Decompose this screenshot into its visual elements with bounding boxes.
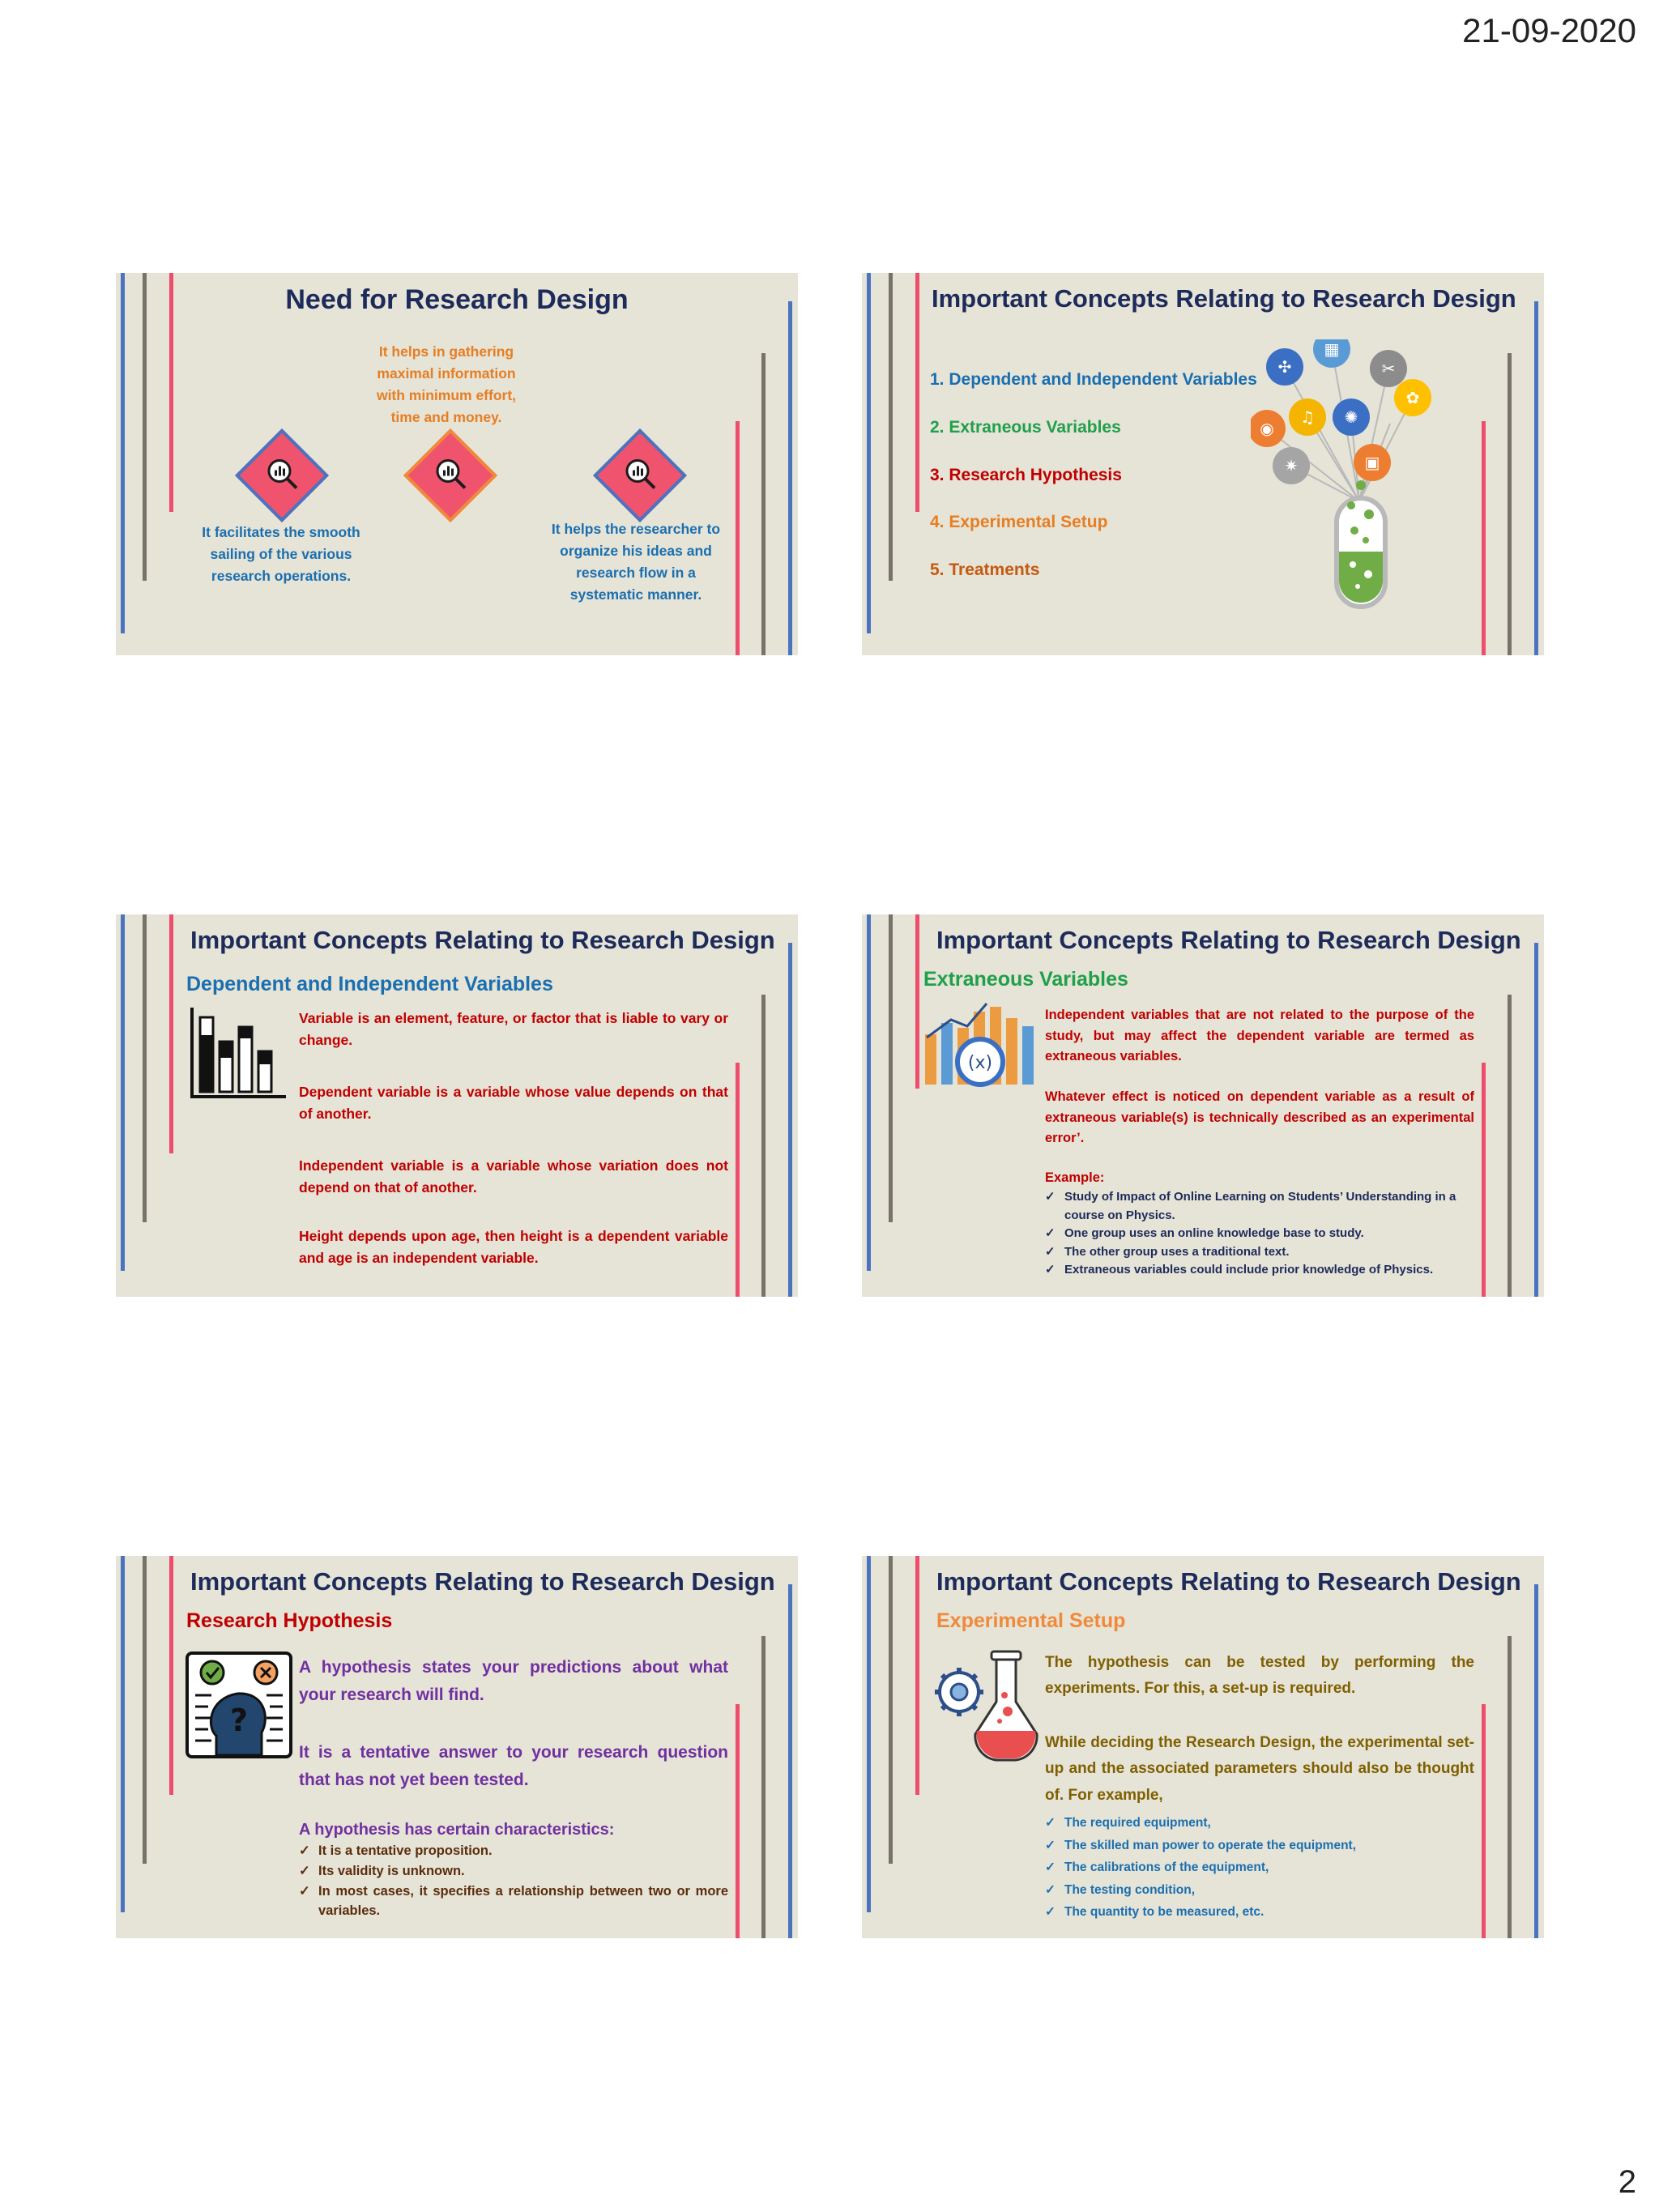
slide-research-hypothesis <box>116 1556 798 1938</box>
magnifier-chart-icon <box>622 456 658 492</box>
accent-bar <box>915 1556 919 1795</box>
slide-title: Important Concepts Relating to Research Design <box>190 1567 775 1596</box>
checkmark-icon: ✓ <box>299 1863 310 1878</box>
concept-item-1: 1. Dependent and Independent Variables <box>930 370 1257 389</box>
magnifier-chart-icon <box>264 456 300 492</box>
extraneous-definition: Independent variables that are not related to the purpose of the study, but may affect the dependent variable are termed as extraneous variables. <box>1045 1008 1474 1064</box>
svg-text:✣: ✣ <box>1277 357 1292 377</box>
slide-title: Important Concepts Relating to Research Design <box>936 1567 1521 1596</box>
concept-item-3: 3. Research Hypothesis <box>930 466 1122 484</box>
accent-bar <box>889 273 893 581</box>
accent-bar <box>736 1063 740 1297</box>
accent-bar <box>1534 301 1538 655</box>
list-item: ✓ The quantity to be measured, etc. <box>1045 1901 1474 1924</box>
concept-item-4: 4. Experimental Setup <box>930 513 1108 531</box>
checkmark-icon: ✓ <box>1045 1882 1056 1897</box>
analysis-diamond-left <box>235 428 329 522</box>
concept-item-2: 2. Extraneous Variables <box>930 418 1121 437</box>
accent-bar <box>915 914 919 1089</box>
accent-bar <box>143 914 147 1222</box>
svg-text:▣: ▣ <box>1364 453 1380 472</box>
accent-bar <box>867 273 871 633</box>
checkmark-icon: ✓ <box>1045 1905 1056 1920</box>
accent-bar <box>1508 353 1512 655</box>
test-tube-science-icon <box>1251 339 1469 615</box>
accent-bar <box>788 1584 792 1938</box>
svg-text:✿: ✿ <box>1405 388 1420 407</box>
list-item: ✓ Extraneous variables could include prior knowledge of Physics. <box>1045 1261 1474 1280</box>
independent-variable-definition: Independent variable is a variable whose variation does not depend on that of another. <box>299 1157 728 1196</box>
magnifier-chart-icon <box>433 456 468 492</box>
variable-example: Height depends upon age, then height is a dependent variable and age is an independent variable. <box>299 1228 728 1267</box>
list-item: ✓ The skilled man power to operate the equipment, <box>1045 1835 1474 1857</box>
accent-bar <box>736 421 740 655</box>
accent-bar <box>169 1556 173 1795</box>
list-item: ✓ It is a tentative proposition. <box>299 1841 728 1861</box>
slide-important-concepts-overview <box>862 273 1544 655</box>
bar-chart-icon <box>189 1006 288 1102</box>
setup-items-list <box>1045 1812 1474 1924</box>
slide-experimental-setup <box>862 1556 1544 1938</box>
setup-parameters-text: While deciding the Research Design, the experimental set-up and the associated parameters should also be thought of. For example, <box>1045 1734 1474 1804</box>
page-date: 21-09-2020 <box>1462 11 1636 49</box>
list-item: ✓ The calibrations of the equipment, <box>1045 1856 1474 1879</box>
accent-bar <box>867 914 871 1271</box>
accent-bar <box>1482 1704 1486 1938</box>
accent-bar <box>169 914 173 1153</box>
slide-title: Important Concepts Relating to Research Design <box>190 926 775 954</box>
checkmark-icon: ✓ <box>1045 1838 1056 1852</box>
list-item: ✓ Its validity is unknown. <box>299 1861 728 1882</box>
accent-bar <box>121 1556 125 1912</box>
benefit-text-top: It helps in gathering maximal information with minimum effort, time and money. <box>376 343 517 426</box>
setup-intro-text: The hypothesis can be tested by performing the experiments. For this, a set-up is required. <box>1045 1654 1474 1698</box>
accent-bar <box>1534 943 1538 1297</box>
accent-bar <box>1508 995 1512 1297</box>
slide-title: Important Concepts Relating to Research Design <box>936 926 1521 954</box>
svg-text:✂: ✂ <box>1381 359 1396 378</box>
accent-bar <box>121 914 125 1271</box>
svg-text:(x): (x) <box>967 1053 993 1073</box>
accent-bar <box>915 273 919 512</box>
accent-bar <box>1482 1063 1486 1297</box>
list-item: ✓ In most cases, it specifies a relationship between two or more variables. <box>299 1882 728 1922</box>
slide-extraneous-variables <box>862 914 1544 1297</box>
list-item: ✓ The required equipment, <box>1045 1812 1474 1835</box>
checkmark-icon: ✓ <box>1045 1816 1056 1830</box>
slide-subtitle: Dependent and Independent Variables <box>186 973 553 995</box>
accent-bar <box>1508 1636 1512 1938</box>
accent-bar <box>867 1556 871 1912</box>
checkmark-icon: ✓ <box>1045 1263 1056 1276</box>
slide-need-for-research-design <box>116 273 798 655</box>
accent-bar <box>889 1556 893 1864</box>
slide-subtitle: Experimental Setup <box>936 1609 1126 1632</box>
example-list <box>1045 1188 1474 1280</box>
flask-gear-icon <box>930 1650 1043 1763</box>
accent-bar <box>143 273 147 581</box>
concept-item-5: 5. Treatments <box>930 560 1040 579</box>
slide-dependent-independent-variables <box>116 914 798 1297</box>
svg-text:♫: ♫ <box>1300 407 1315 427</box>
slide-subtitle: Extraneous Variables <box>923 968 1128 991</box>
accent-bar <box>788 943 792 1297</box>
accent-bar <box>788 301 792 655</box>
slide-subtitle: Research Hypothesis <box>186 1609 393 1632</box>
checkmark-icon: ✓ <box>1045 1226 1056 1240</box>
analysis-diamond-center <box>403 428 497 522</box>
svg-text:◉: ◉ <box>1260 419 1274 438</box>
accent-bar <box>143 1556 147 1864</box>
checkmark-icon: ✓ <box>1045 1860 1056 1875</box>
accent-bar <box>121 273 125 633</box>
slide-title: Important Concepts Relating to Research Design <box>932 284 1516 313</box>
svg-text:✺: ✺ <box>1344 407 1358 427</box>
example-label: Example: <box>1045 1170 1105 1185</box>
analysis-diamond-right <box>593 428 687 522</box>
checkmark-icon: ✓ <box>1045 1244 1056 1259</box>
benefit-text-right: It helps the researcher to organize his ideas and research flow in a systematic manner. <box>551 521 721 603</box>
accent-bar <box>761 353 766 655</box>
benefit-text-left: It facilitates the smooth sailing of the various research operations. <box>202 524 360 585</box>
accent-bar <box>889 914 893 1222</box>
accent-bar <box>1482 421 1486 655</box>
accent-bar <box>761 1636 766 1938</box>
svg-text:?: ? <box>229 1703 249 1738</box>
dependent-variable-definition: Dependent variable is a variable whose value depends on that of another. <box>299 1084 728 1123</box>
checkmark-icon: ✓ <box>1045 1190 1056 1204</box>
list-item: ✓ The testing condition, <box>1045 1879 1474 1902</box>
function-chart-icon <box>922 1002 1040 1088</box>
svg-text:▦: ▦ <box>1324 339 1340 359</box>
accent-bar <box>1534 1584 1538 1938</box>
checkmark-icon: ✓ <box>299 1843 310 1858</box>
svg-text:✷: ✷ <box>1284 456 1299 475</box>
hypothesis-definition: A hypothesis states your predictions about what your research will find. <box>299 1658 728 1704</box>
checkmark-icon: ✓ <box>299 1883 310 1899</box>
characteristics-list <box>299 1841 728 1921</box>
variable-definition: Variable is an element, feature, or factor that is liable to vary or change. <box>299 1010 728 1049</box>
list-item: ✓ The other group uses a traditional text. <box>1045 1243 1474 1262</box>
page-number: 2 <box>1618 2164 1636 2200</box>
experimental-error-text: Whatever effect is noticed on dependent variable as a result of extraneous variable(s) is technically described as an experimental error’. <box>1045 1089 1474 1146</box>
list-item: ✓ Study of Impact of Online Learning on Students’ Understanding in a course on Physics. <box>1045 1190 1456 1222</box>
hypothesis-head-icon <box>184 1650 294 1760</box>
accent-bar <box>761 995 766 1297</box>
slide-title: Need for Research Design <box>285 284 629 315</box>
list-item: ✓ One group uses an online knowledge base to study. <box>1045 1225 1474 1243</box>
hypothesis-tentative-text: It is a tentative answer to your research question that has not yet been tested. <box>299 1743 728 1789</box>
characteristics-label: A hypothesis has certain characteristics: <box>299 1821 615 1839</box>
accent-bar <box>736 1704 740 1938</box>
